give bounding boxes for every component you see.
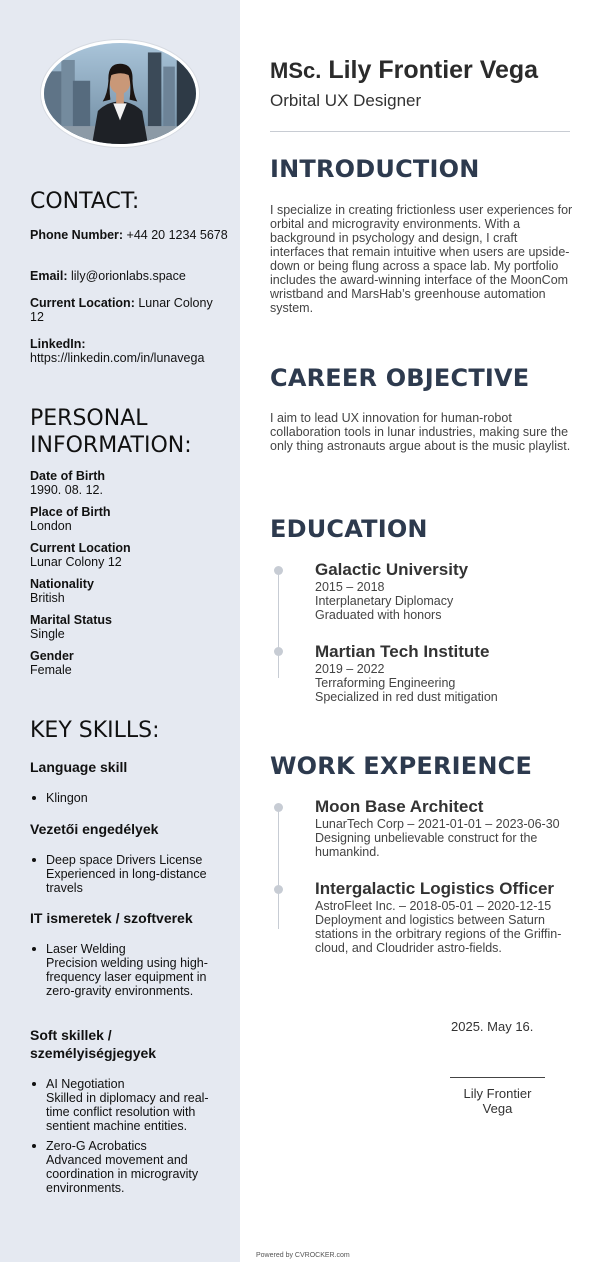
- job-title: Orbital UX Designer: [270, 91, 422, 110]
- personal-label: Date of Birth: [30, 469, 105, 483]
- entry-detail: Terraforming Engineering: [315, 676, 456, 690]
- personal-label: Place of Birth: [30, 505, 111, 519]
- skill-name: Klingon: [46, 791, 88, 805]
- contact-email: [30, 269, 230, 283]
- name-text: Lily Frontier Vega: [328, 56, 539, 84]
- entry-detail: Graduated with honors: [315, 608, 442, 622]
- contact-linkedin: [30, 337, 230, 365]
- timeline-dot: [274, 566, 283, 575]
- skill-name: Laser Welding: [46, 942, 126, 956]
- personal-item-dob: [30, 469, 230, 497]
- entry-meta: AstroFleet Inc. – 2018-05-01 – 2020-12-15: [315, 899, 552, 913]
- skill-category-title: Vezetői engedélyek: [30, 821, 159, 837]
- phone-value: +44 20 1234 5678: [126, 228, 228, 242]
- skill-name: AI Negotiation: [46, 1077, 125, 1091]
- skill-item: [30, 853, 220, 895]
- personal-value: London: [30, 519, 72, 533]
- entry-desc: Deployment and logistics between Saturn stations in the orbitrary regions of the Griffin-cloud, and Cloudrider astro-fields.: [315, 913, 562, 955]
- contact-location: [30, 296, 230, 324]
- entry-title: Martian Tech Institute: [315, 642, 490, 661]
- main-content: [240, 0, 600, 1262]
- personal-heading-line1: PERSONAL: [30, 406, 148, 431]
- personal-value: Female: [30, 663, 72, 677]
- work-entry: [315, 797, 580, 859]
- skill-list: [30, 1077, 220, 1195]
- personal-item-nationality: [30, 577, 230, 605]
- entry-dates: 2015 – 2018: [315, 580, 385, 594]
- entry-title: Galactic University: [315, 560, 469, 579]
- location-label: Current Location:: [30, 296, 135, 310]
- person-name: [270, 56, 538, 85]
- personal-heading: [30, 405, 192, 459]
- timeline-dot: [274, 647, 283, 656]
- skill-name: Zero-G Acrobatics: [46, 1139, 147, 1153]
- skill-desc: Experienced in long-distance travels: [46, 867, 207, 895]
- entry-meta: LunarTech Corp – 2021-01-01 – 2023-06-30: [315, 817, 560, 831]
- signature-date: 2025. May 16.: [451, 1019, 534, 1034]
- profile-photo: [41, 40, 199, 147]
- skills-heading: KEY SKILLS:: [30, 718, 160, 743]
- personal-label: Nationality: [30, 577, 94, 591]
- header-divider: [270, 131, 570, 132]
- timeline-dot: [274, 803, 283, 812]
- skill-category-title-line1: Soft skillek /: [30, 1027, 112, 1043]
- personal-value: British: [30, 591, 65, 605]
- skill-item: [30, 942, 220, 998]
- skill-list: [30, 791, 220, 805]
- personal-item-gender: [30, 649, 230, 677]
- entry-dates: 2019 – 2022: [315, 662, 385, 676]
- signature-name: Lily Frontier Vega: [463, 1086, 532, 1116]
- entry-detail: Specialized in red dust mitigation: [315, 690, 498, 704]
- education-timeline: [278, 571, 279, 678]
- education-heading: EDUCATION: [270, 515, 428, 543]
- objective-heading: CAREER OBJECTIVE: [270, 364, 530, 392]
- personal-label: Current Location: [30, 541, 131, 555]
- objective-text: I aim to lead UX innovation for human-robot collaboration tools in lunar industries, making sure the only thing astronauts argue about is the music playlist.: [270, 411, 571, 453]
- entry-desc: Designing unbelievable construct for the humankind.: [315, 831, 538, 859]
- entry-detail: Interplanetary Diplomacy: [315, 594, 454, 608]
- linkedin-label: LinkedIn:: [30, 337, 86, 351]
- email-value[interactable]: lily@orionlabs.space: [71, 269, 186, 283]
- skill-list: [30, 942, 220, 998]
- personal-label: Gender: [30, 649, 74, 663]
- skill-desc: Skilled in diplomacy and real-time conflict resolution with sentient machine entities.: [46, 1091, 209, 1133]
- personal-value: 1990. 08. 12.: [30, 483, 103, 497]
- personal-label: Marital Status: [30, 613, 112, 627]
- sidebar: [0, 0, 240, 1262]
- email-label: Email:: [30, 269, 68, 283]
- personal-value: Single: [30, 627, 65, 641]
- skill-category-title: Language skill: [30, 759, 128, 775]
- personal-heading-line2: INFORMATION:: [30, 433, 192, 458]
- location-value: Lunar Colony 12: [30, 296, 213, 324]
- personal-item-location: [30, 541, 230, 569]
- skill-name: Deep space Drivers License: [46, 853, 203, 867]
- contact-phone: [30, 228, 230, 242]
- education-entry: [315, 642, 580, 704]
- skill-list: [30, 853, 220, 895]
- work-entry: [315, 879, 580, 955]
- skill-category-title-line2: személyiségjegyek: [30, 1045, 157, 1061]
- introduction-text: I specialize in creating frictionless user experiences for orbital and microgravity environments. With a background in psychology and design, I craft interfaces that remain intuitive when users are upside-down or being flung across a space lab. My portfolio includes the award-winning interface of the MoonCom wristband and MarsHab’s greenhouse automation system.: [270, 203, 573, 315]
- powered-by[interactable]: Powered by CVROCKER.com: [256, 1252, 350, 1259]
- phone-label: Phone Number:: [30, 228, 124, 242]
- skill-category-title: [30, 1026, 230, 1062]
- contact-heading: CONTACT:: [30, 189, 140, 214]
- entry-title: Intergalactic Logistics Officer: [315, 879, 555, 898]
- work-heading: WORK EXPERIENCE: [270, 752, 533, 780]
- skill-item: [30, 1077, 220, 1133]
- signature-line: [450, 1077, 545, 1078]
- skill-desc: Advanced movement and coordination in microgravity environments.: [46, 1153, 199, 1195]
- skill-category-title: IT ismeretek / szoftverek: [30, 910, 193, 926]
- skill-item: [30, 791, 220, 805]
- name-prefix: MSc.: [270, 58, 322, 83]
- personal-item-pob: [30, 505, 230, 533]
- personal-item-marital: [30, 613, 230, 641]
- skill-desc: Precision welding using high-frequency laser equipment in zero-gravity environments.: [46, 956, 208, 998]
- entry-title: Moon Base Architect: [315, 797, 484, 816]
- timeline-dot: [274, 885, 283, 894]
- skill-item: [30, 1139, 220, 1195]
- introduction-heading: INTRODUCTION: [270, 155, 480, 183]
- linkedin-value[interactable]: https://linkedin.com/in/lunavega: [30, 351, 205, 365]
- work-timeline: [278, 807, 279, 929]
- personal-value: Lunar Colony 12: [30, 555, 122, 569]
- education-entry: [315, 560, 580, 622]
